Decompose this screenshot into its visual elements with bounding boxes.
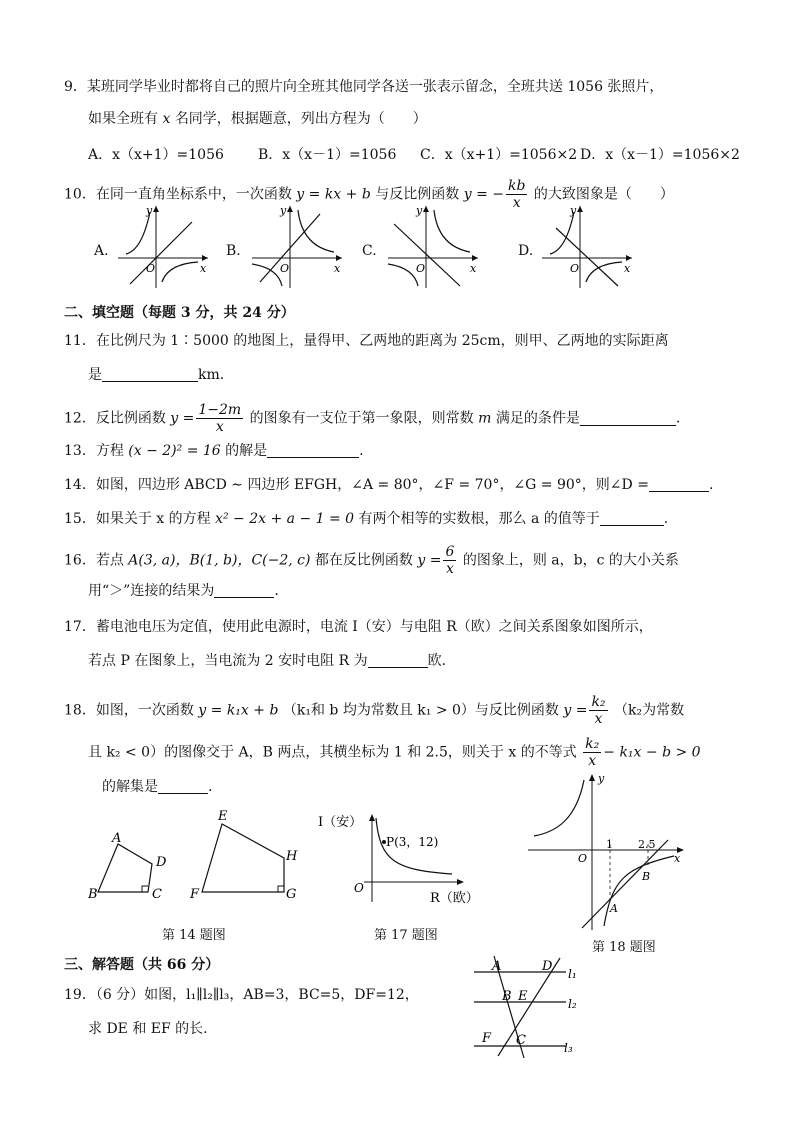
q9-text-a: 如果全班有 xyxy=(88,111,158,127)
q16-text-c: 的图象上，则 a，b，c 的大小关系 xyxy=(462,552,679,569)
q10-d-x: x xyxy=(624,262,631,275)
q10-option-b-label: B. xyxy=(226,243,241,259)
q14-line: 14．如图，四边形 ABCD ∼ 四边形 EFGH，∠A = 80°，∠F = 70°，∠G = 90°，则∠D = . xyxy=(64,477,714,493)
q16-line2: 用“＞”连接的结果为 . xyxy=(88,583,279,599)
q19-line2: 求 DE 和 EF 的长. xyxy=(88,1021,208,1037)
q14-answer-blank[interactable] xyxy=(649,476,709,492)
q11-line2 xyxy=(88,366,224,384)
q9-option-d: D．x（x－1）=1056×2 xyxy=(580,147,740,163)
q10-fraction: $\frac{kb}{x}$ xyxy=(507,178,526,211)
q9-var: x xyxy=(162,111,171,127)
q10-text-b: 与反比例函数 xyxy=(375,186,460,203)
q10-c-x: x xyxy=(470,262,477,275)
q17-answer-blank[interactable] xyxy=(368,652,428,668)
q10-a-x: x xyxy=(200,262,207,275)
q10-graph-d xyxy=(536,202,636,290)
q10-option-a-label: A. xyxy=(94,243,109,259)
section-2-heading: 二、填空题（每题 3 分，共 24 分） xyxy=(64,305,295,321)
q16-line1 xyxy=(64,544,679,577)
fig14-label-g: G xyxy=(286,887,297,898)
fig14-quadrilaterals xyxy=(86,808,306,898)
q12-text-a: 12．反比例函数 xyxy=(64,410,166,427)
q18-ineq-fraction: $\frac{\text{k₂}}{x}$ xyxy=(585,736,600,769)
q18-line1 xyxy=(64,694,684,727)
q13-text-a: 13．方程 xyxy=(64,443,124,459)
q18-text-e: 的解集是 xyxy=(102,779,158,795)
fig19-label-e: E xyxy=(518,989,528,1004)
fig14-label-f: F xyxy=(190,887,200,898)
q10-b-x: x xyxy=(334,262,341,275)
q11-text-b: km. xyxy=(198,367,225,383)
fig17-graph xyxy=(312,812,482,908)
section-3-heading: 三、解答题（共 66 分） xyxy=(64,957,220,973)
fig17-point: P(3，12) xyxy=(386,835,439,849)
q12-text-b: 的图象有一支位于第一象限，则常数 xyxy=(249,410,474,427)
fig18-point-b: B xyxy=(642,870,651,883)
fig19-line-3: l₃ xyxy=(564,1041,573,1055)
fig14-label-d: D xyxy=(156,855,167,870)
q18-line3: 的解集是 . xyxy=(102,779,213,795)
q17-text-a: 若点 P 在图象上，当电流为 2 安时电阻 R 为 xyxy=(88,653,368,669)
q9-text-b: 名同学，根据题意，列出方程为（ ） xyxy=(174,111,427,127)
fig14-label-h: H xyxy=(286,849,298,864)
q13-answer-blank[interactable] xyxy=(267,442,359,458)
q17-line1: 17．蓄电池电压为定值，使用此电源时，电流 I（安）与电阻 R（欧）之间关系图象如图所示， xyxy=(64,619,653,635)
fig19-label-a: A xyxy=(492,959,502,974)
q10-c-origin: O xyxy=(416,262,426,275)
q13-text-b: 的解是 xyxy=(225,443,268,459)
q10-d-origin: O xyxy=(570,262,580,275)
fig18-xlabel: x xyxy=(674,852,681,865)
q16-text-a: 16．若点 xyxy=(64,552,124,569)
q15-text-b: 有两个相等的实数根，那么 a 的值等于 xyxy=(358,511,600,527)
q16-points: A(3, a)，B(1, b)，C(−2, c) xyxy=(128,552,311,569)
q13-equation: (x − 2)² = 16 xyxy=(128,443,221,459)
q14-text: 14．如图，四边形 ABCD ∼ 四边形 EFGH，∠A = 80°，∠F = 70°，∠G = 90°，则∠D = xyxy=(64,477,649,493)
q18-text-c: （k₂为常数 xyxy=(614,702,685,719)
q9-line2 xyxy=(88,110,427,128)
q15-text-a: 15．如果关于 x 的方程 xyxy=(64,511,211,527)
q12-answer-blank[interactable] xyxy=(580,410,676,426)
q16-y: y = xyxy=(417,552,442,569)
q18-linear-fn: y = k₁x + b xyxy=(198,702,279,719)
fig19-label-d: D xyxy=(542,959,553,974)
fig17-ylabel: I（安） xyxy=(318,815,363,830)
q10-inverse-fn: y = − xyxy=(463,186,504,203)
fig19-label-f: F xyxy=(482,1031,492,1046)
q10-graph-b xyxy=(246,202,346,290)
q10-option-c-label: C. xyxy=(362,243,377,259)
q10-a-origin: O xyxy=(146,262,156,275)
q9-option-b: B．x（x－1）=1056 xyxy=(258,147,397,163)
q18-answer-blank[interactable] xyxy=(158,778,208,794)
q16-text-b: 都在反比例函数 xyxy=(314,552,413,569)
fig19-line-1: l₁ xyxy=(568,967,577,981)
q15-answer-blank[interactable] xyxy=(600,510,664,526)
q16-fraction: $\frac{6}{x}$ xyxy=(445,544,455,577)
q10-graph-a xyxy=(112,202,212,290)
q18-y: y = xyxy=(563,702,588,719)
q9-line1: 9．某班同学毕业时都将自己的照片向全班其他同学各送一张表示留念，全班共送 1056 张照片， xyxy=(64,79,664,95)
fig14-label-c: C xyxy=(152,887,162,898)
q18-inequality: − k₁x − b > 0 xyxy=(603,744,701,761)
q11-line1: 11．在比例尺为 1∶5000 的地图上，量得甲、乙两地的距离为 25cm，则甲、乙两地的实际距离 xyxy=(64,333,669,349)
q9-option-a: A．x（x+1）=1056 xyxy=(88,147,224,163)
fig14-label-b: B xyxy=(88,887,98,898)
fig19-line-2: l₂ xyxy=(568,997,577,1011)
q18-text-a: 18．如图，一次函数 xyxy=(64,702,194,719)
q12-y: y = xyxy=(170,410,195,427)
q10-b-origin: O xyxy=(280,262,290,275)
q18-text-d: 且 k₂ < 0）的图像交于 A，B 两点，其横坐标为 1 和 2.5，则关于 x 的不等式 xyxy=(88,744,577,761)
q17-text-b: 欧. xyxy=(427,653,447,669)
fig19-label-b: B xyxy=(502,989,512,1004)
q10-b-y: y xyxy=(280,204,287,217)
fig14-label-a: A xyxy=(112,831,122,846)
q15-line: 15．如果关于 x 的方程 x² − 2x + a − 1 = 0 有两个相等的实数根，那么 a 的值等于 . xyxy=(64,511,669,527)
q9-option-c: C．x（x+1）=1056×2 xyxy=(420,147,578,163)
q10-linear-fn: y = kx + b xyxy=(296,186,371,203)
q11-text-a: 是 xyxy=(88,367,102,383)
q16-text-d: 用“＞”连接的结果为 xyxy=(88,583,215,599)
q11-answer-blank[interactable] xyxy=(102,366,198,382)
q18-text-b: （k₁和 b 均为常数且 k₁ > 0）与反比例函数 xyxy=(282,702,559,719)
fig14-caption: 第 14 题图 xyxy=(162,928,226,943)
q10-a-y: y xyxy=(146,204,153,217)
q13-line: 13．方程 (x − 2)² = 16 的解是 . xyxy=(64,443,364,459)
fig17-origin: O xyxy=(354,881,364,895)
q16-answer-blank[interactable] xyxy=(214,582,274,598)
fig18-tick-2: 2.5 xyxy=(638,838,656,851)
q15-equation: x² − 2x + a − 1 = 0 xyxy=(215,511,355,527)
fig17-caption: 第 17 题图 xyxy=(374,928,438,943)
q10-c-y: y xyxy=(416,204,423,217)
q10-option-d-label: D. xyxy=(518,243,534,259)
q10-text-c: 的大致图象是（ ） xyxy=(533,186,674,203)
q12-text-c: 满足的条件是 xyxy=(495,410,580,427)
fig18-origin: O xyxy=(578,852,588,865)
fig18-tick-1: 1 xyxy=(606,838,613,851)
fig18-graph xyxy=(524,770,692,934)
q12-m: m xyxy=(478,410,492,427)
fig18-caption: 第 18 题图 xyxy=(592,940,656,955)
fig19-parallel-lines xyxy=(470,952,590,1062)
q12-fraction: $\frac{1-2m}{x}$ xyxy=(198,402,242,435)
q18-fraction: $\frac{\text{k₂}}{x}$ xyxy=(591,694,606,727)
q17-line2 xyxy=(88,652,446,670)
fig19-label-c: C xyxy=(516,1033,526,1048)
fig18-point-a: A xyxy=(610,902,618,915)
fig18-ylabel: y xyxy=(598,772,605,785)
q18-line2 xyxy=(88,736,701,769)
q10-text-a: 10．在同一直角坐标系中，一次函数 xyxy=(64,186,292,203)
fig14-label-e: E xyxy=(218,809,228,824)
q10-d-y: y xyxy=(570,204,577,217)
q12-line: 12．反比例函数 y = $\frac{1-2m}{x}$ 的图象有一支位于第一象限，则常数 m 满足的条件是 . xyxy=(64,402,681,435)
fig17-xlabel: R（欧） xyxy=(430,891,479,906)
q19-line1: 19．（6 分）如图，l₁∥l₂∥l₃，AB=3，BC=5，DF=12， xyxy=(64,987,419,1003)
q10-graph-c xyxy=(382,202,482,290)
